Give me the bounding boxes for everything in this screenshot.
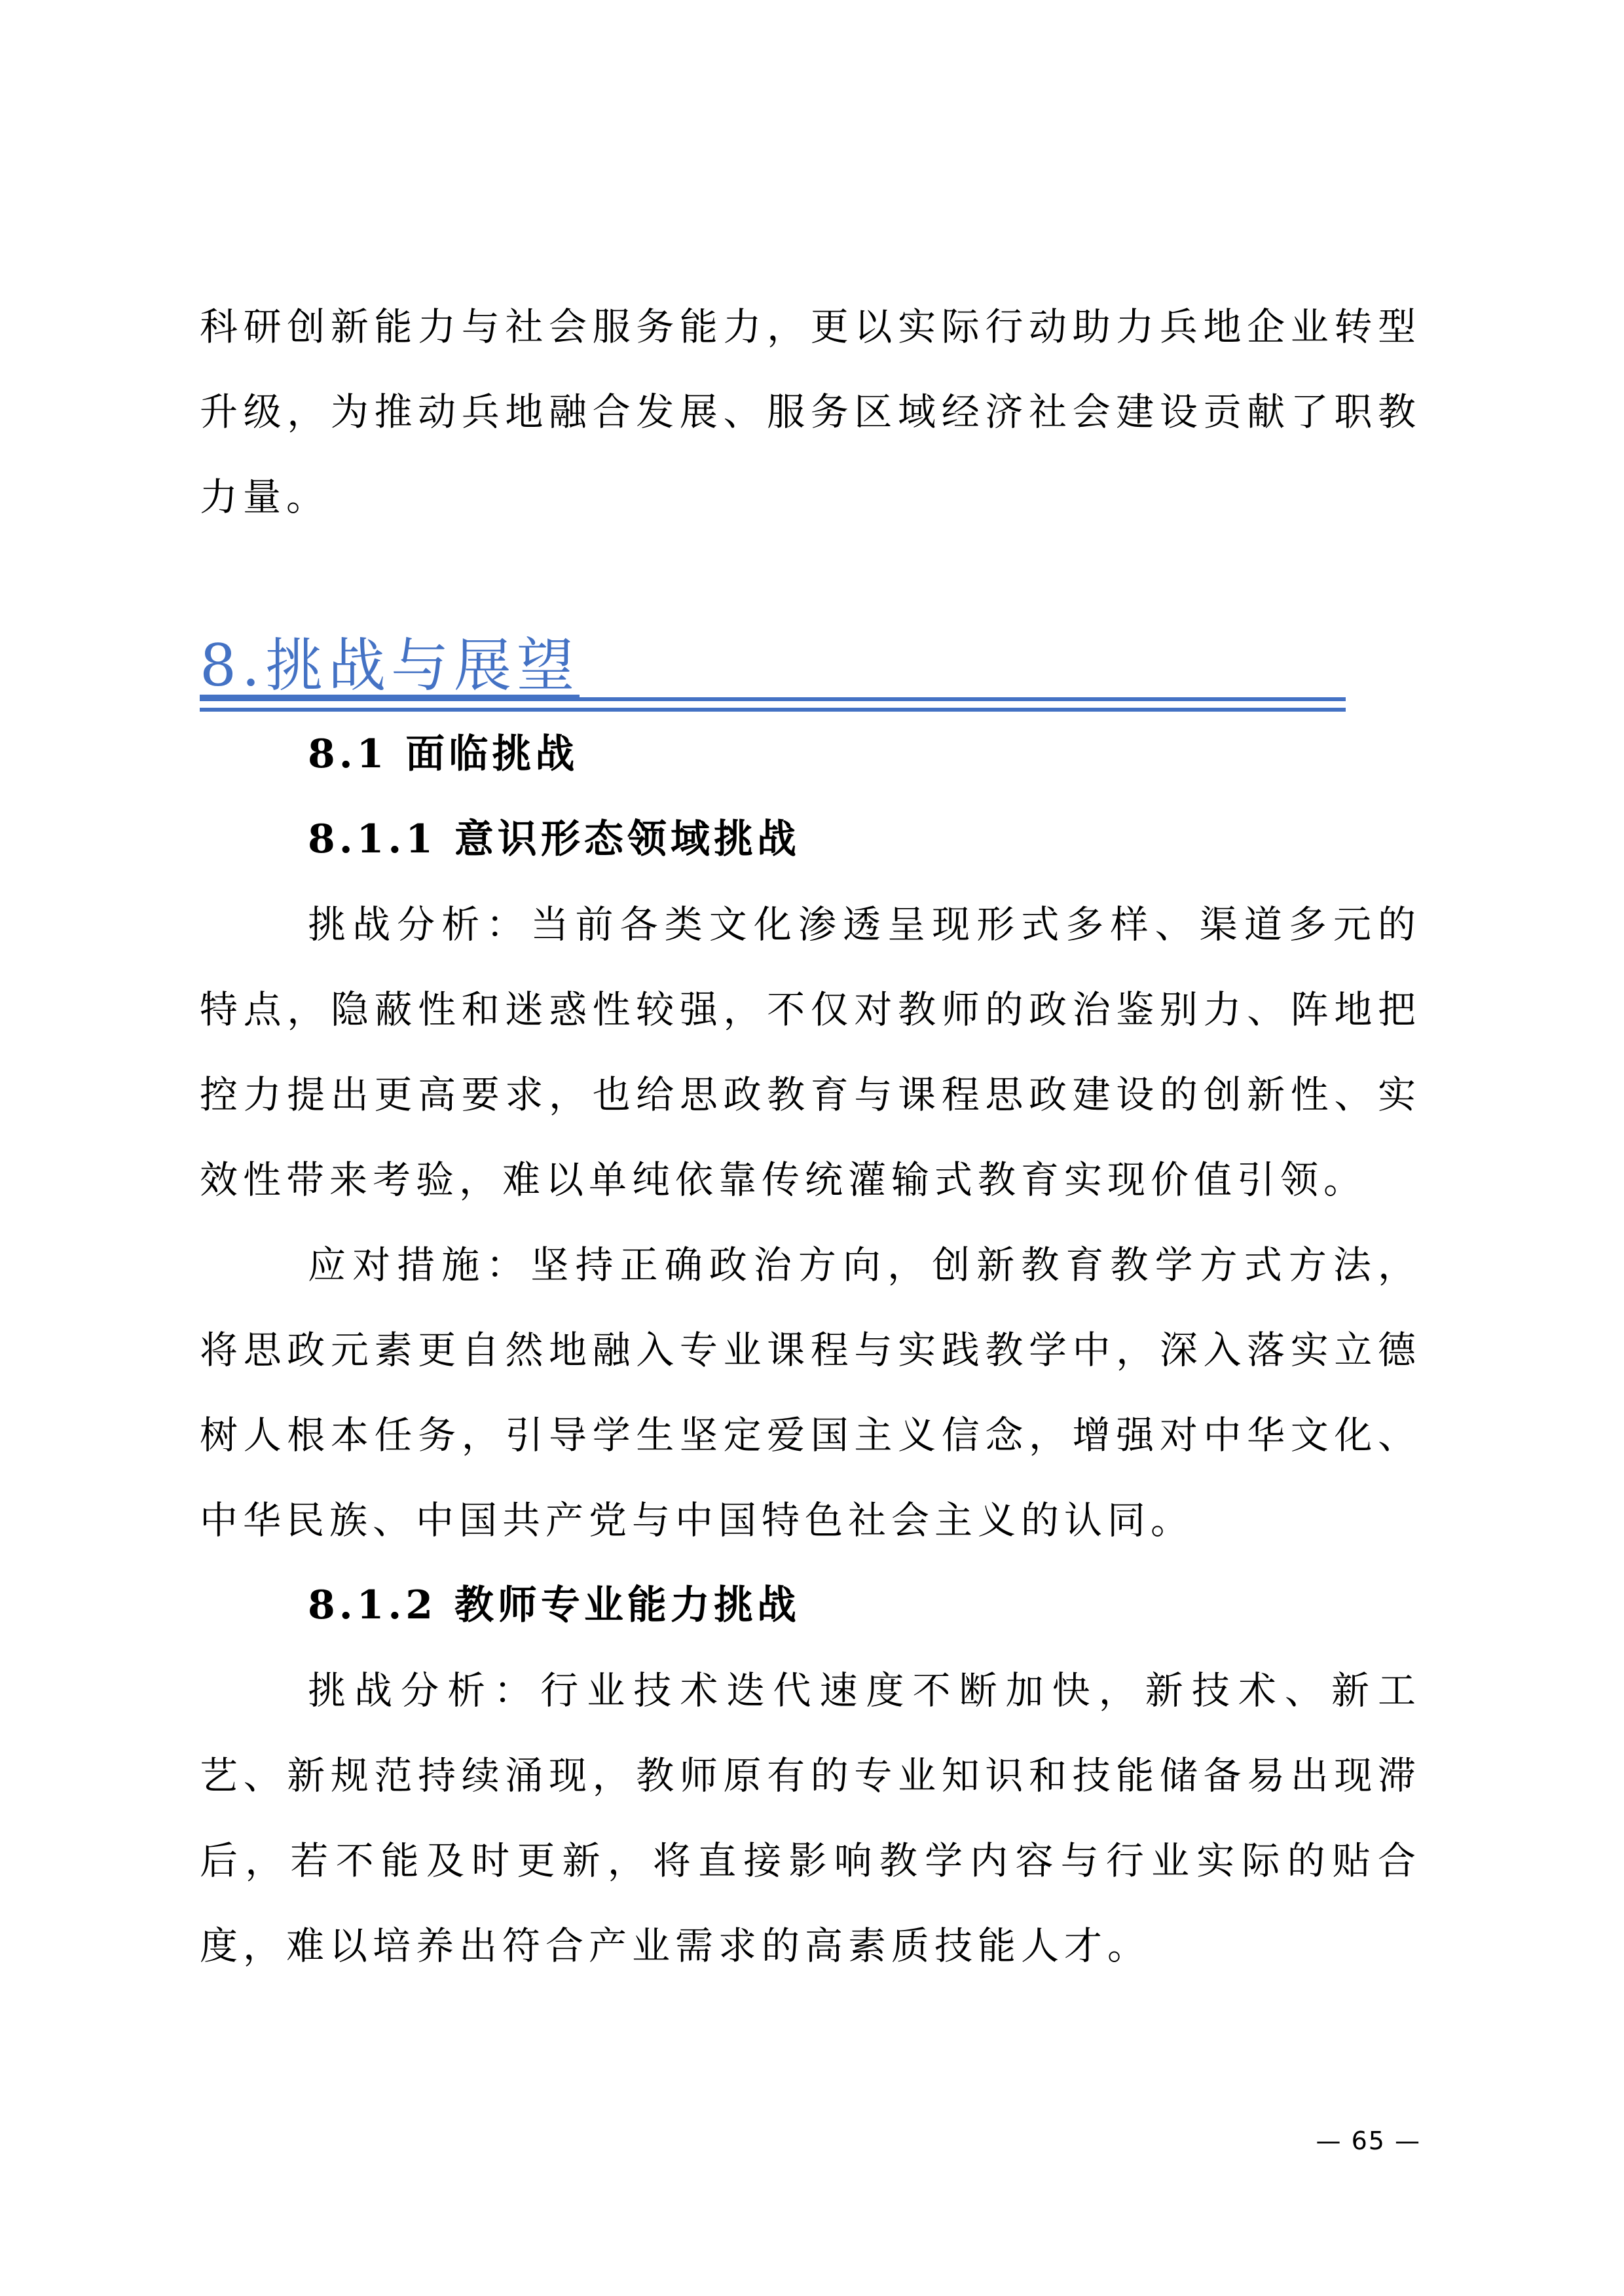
subheading-8-1-1: 8.1.1 意识形态领域挑战: [308, 816, 800, 862]
page-content: [200, 0, 1421, 1988]
response-measures-paragraph-1: 应对措施：坚持正确政治方向，创新教育教学方式方法，将思政元素更自然地融入专业课程与实践教学中，深入落实立德树人根本任务，引导学生坚定爱国主义信念，增强对中华文化、中华民族、中国共产党与中国特色社会主义的认同。: [200, 1243, 1421, 1542]
subheading-8-1: 8.1 面临挑战: [308, 731, 579, 777]
continuation-paragraph: 科研创新能力与社会服务能力，更以实际行动助力兵地企业转型升级，为推动兵地融合发展、服务区域经济社会建设贡献了职教力量。: [200, 304, 1421, 519]
page-number: — 65 —: [1316, 2126, 1421, 2155]
challenge-analysis-paragraph-2: 挑战分析：行业技术迭代速度不断加快，新技术、新工艺、新规范持续涌现，教师原有的专业知识和技能储备易出现滞后，若不能及时更新，将直接影响教学内容与行业实际的贴合度，难以培养出符合产业需求的高素质技能人才。: [200, 1668, 1421, 1968]
chapter-heading: 8.挑战与展望: [200, 632, 580, 699]
chapter-heading-divider: [200, 697, 1346, 712]
challenge-analysis-paragraph-1: 挑战分析：当前各类文化渗透呈现形式多样、渠道多元的特点，隐蔽性和迷惑性较强，不仅对教师的政治鉴别力、阵地把控力提出更高要求，也给思政教育与课程思政建设的创新性、实效性带来考验，难以单纯依靠传统灌输式教育实现价值引领。: [200, 902, 1421, 1202]
subheading-8-1-2: 8.1.2 教师专业能力挑战: [308, 1582, 800, 1628]
